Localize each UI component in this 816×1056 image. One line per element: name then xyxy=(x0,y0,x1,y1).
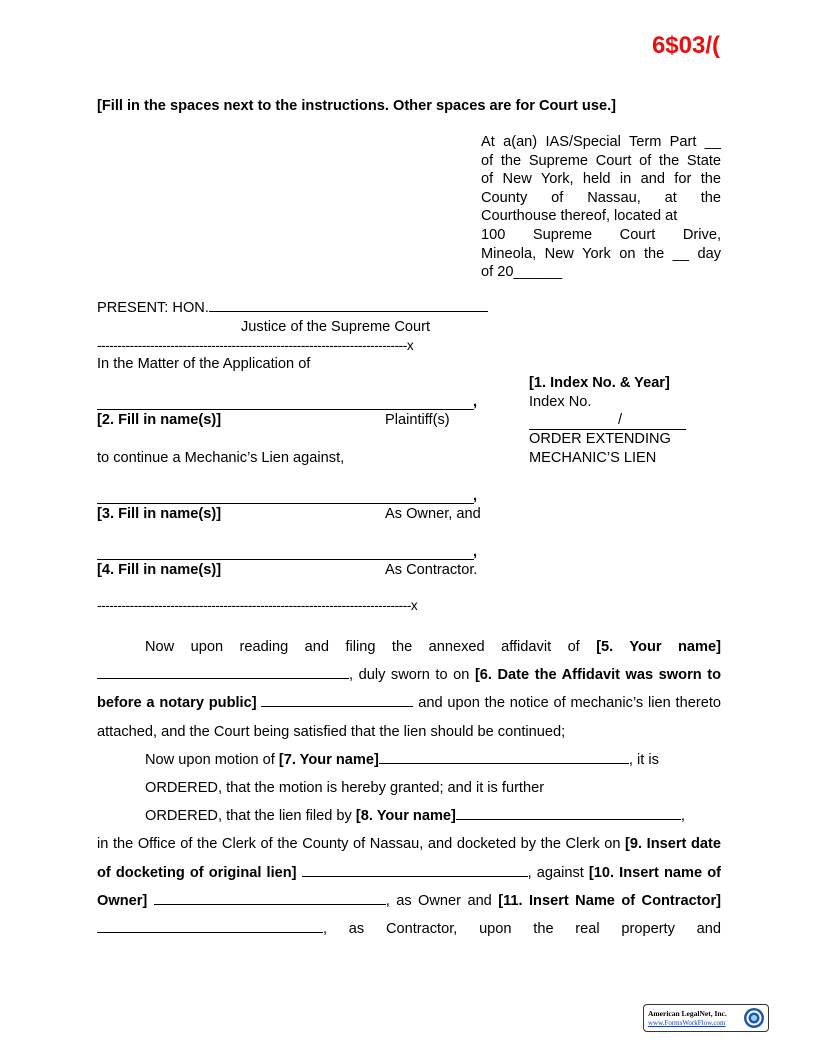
footer-logo[interactable] xyxy=(643,1004,769,1032)
p4-instr-name: [8. Your name] xyxy=(355,808,456,825)
p5-instr-date: [9. Insert date of docketing of original lien] xyxy=(97,836,721,881)
caption-line: At a(an) IAS/Special Term Part __ xyxy=(481,134,721,150)
affidavit-paragraph xyxy=(97,633,721,746)
form-stamp: 6$03/( xyxy=(651,32,720,59)
justice-title: Justice of the Supreme Court xyxy=(241,319,430,335)
plaintiff-instruction: [2. Fill in name(s)] xyxy=(97,412,222,428)
order-title-1: ORDER EXTENDING xyxy=(529,431,671,447)
p4-text-a: ORDERED, that the lien filed by xyxy=(145,808,356,825)
lienor-name-field[interactable] xyxy=(456,819,681,820)
p1-text-a: Now upon reading and filing the annexed affidavit of xyxy=(145,639,597,655)
divider-bottom: -----------------------------------------------------------------------------x xyxy=(97,598,418,613)
affiant-name-field[interactable] xyxy=(97,678,349,679)
owner-name-field[interactable] xyxy=(97,488,474,504)
present-line xyxy=(97,300,488,316)
p1-text-e: and upon the notice of mechanic’s lien thereto attached, and the Court being satisfied that the lien should be continued; xyxy=(97,695,721,740)
motion-paragraph xyxy=(97,746,721,774)
p2-instr-name: [7. Your name] xyxy=(278,751,379,768)
caption-line: of 20______ xyxy=(481,264,563,281)
p4-text-c: , xyxy=(680,808,685,825)
p1-text-c: , duly sworn to on xyxy=(349,667,475,684)
caption-line: County of Nassau, at the xyxy=(481,189,721,206)
caption-line: of the Supreme Court of the State xyxy=(481,152,721,169)
court-caption xyxy=(481,133,721,282)
present-label: PRESENT: HON. xyxy=(97,300,209,316)
plaintiff-name-field[interactable] xyxy=(97,394,474,410)
order-title-2: MECHANIC’S LIEN xyxy=(529,450,657,466)
owner-comma: , xyxy=(473,488,478,504)
contractor-name-field[interactable] xyxy=(97,544,474,560)
index-label: Index No. xyxy=(529,394,592,410)
caption-line: of New York, held in and for the xyxy=(481,171,721,188)
caption-line: 100 Supreme Court Drive, xyxy=(481,226,721,243)
contractor-role: As Contractor. xyxy=(385,562,478,578)
owner-role: As Owner, and xyxy=(385,506,481,522)
ordered-lien xyxy=(97,802,721,830)
owner-name-body-field[interactable] xyxy=(154,904,386,905)
index-slash: / xyxy=(618,412,623,428)
judge-name-field[interactable] xyxy=(209,311,488,312)
movant-name-field[interactable] xyxy=(379,763,629,764)
caption-line: Courthouse thereof, located at xyxy=(481,208,678,225)
p5-text-a: in the Office of the Clerk of the County of Nassau, and docketed by the Clerk on xyxy=(97,836,626,853)
sworn-date-field[interactable] xyxy=(261,706,413,707)
docket-date-field[interactable] xyxy=(302,876,528,877)
docketing-paragraph xyxy=(97,830,721,943)
p5-instr-contractor: [11. Insert Name of Contractor] xyxy=(498,892,721,909)
p2-text-c: , it is xyxy=(628,751,659,768)
p2-text-a: Now upon motion of xyxy=(145,751,279,768)
matter-intro: In the Matter of the Application of xyxy=(97,356,311,372)
contractor-instruction: [4. Fill in name(s)] xyxy=(97,562,222,578)
caption-line: Mineola, New York on the __ day xyxy=(481,245,721,262)
ordered-granted: ORDERED, that the motion is hereby granted; and it is further xyxy=(145,780,545,797)
contractor-comma: , xyxy=(473,544,478,560)
order-body xyxy=(97,633,721,943)
logo-url[interactable]: www.FormsWorkFlow.com xyxy=(648,1019,726,1027)
contractor-name-body-field[interactable] xyxy=(97,932,323,933)
divider-top: ----------------------------------------------------------------------------x xyxy=(97,338,414,353)
p1-instr-name: [5. Your name] xyxy=(596,639,721,655)
p5-text-e: , as Owner and xyxy=(385,892,499,909)
p1-instr-date: [6. Date the Affidavit was sworn to before a notary public] xyxy=(97,667,721,712)
owner-instruction: [3. Fill in name(s)] xyxy=(97,506,222,522)
index-heading: [1. Index No. & Year] xyxy=(529,375,670,391)
p5-text-c: , against xyxy=(527,864,589,881)
p5-instr-owner: [10. Insert name of Owner] xyxy=(97,864,721,909)
continue-text: to continue a Mechanic’s Lien against, xyxy=(97,450,345,466)
index-number-field[interactable] xyxy=(529,412,686,430)
instruction-text: [Fill in the spaces next to the instructions. Other spaces are for Court use.] xyxy=(97,98,616,114)
globe-icon xyxy=(743,1007,765,1029)
p5-text-g: , as Contractor, upon the real property and xyxy=(323,921,721,938)
logo-company: American LegalNet, Inc. xyxy=(648,1009,727,1018)
plaintiff-role: Plaintiff(s) xyxy=(385,412,450,428)
plaintiff-comma: , xyxy=(473,394,478,410)
